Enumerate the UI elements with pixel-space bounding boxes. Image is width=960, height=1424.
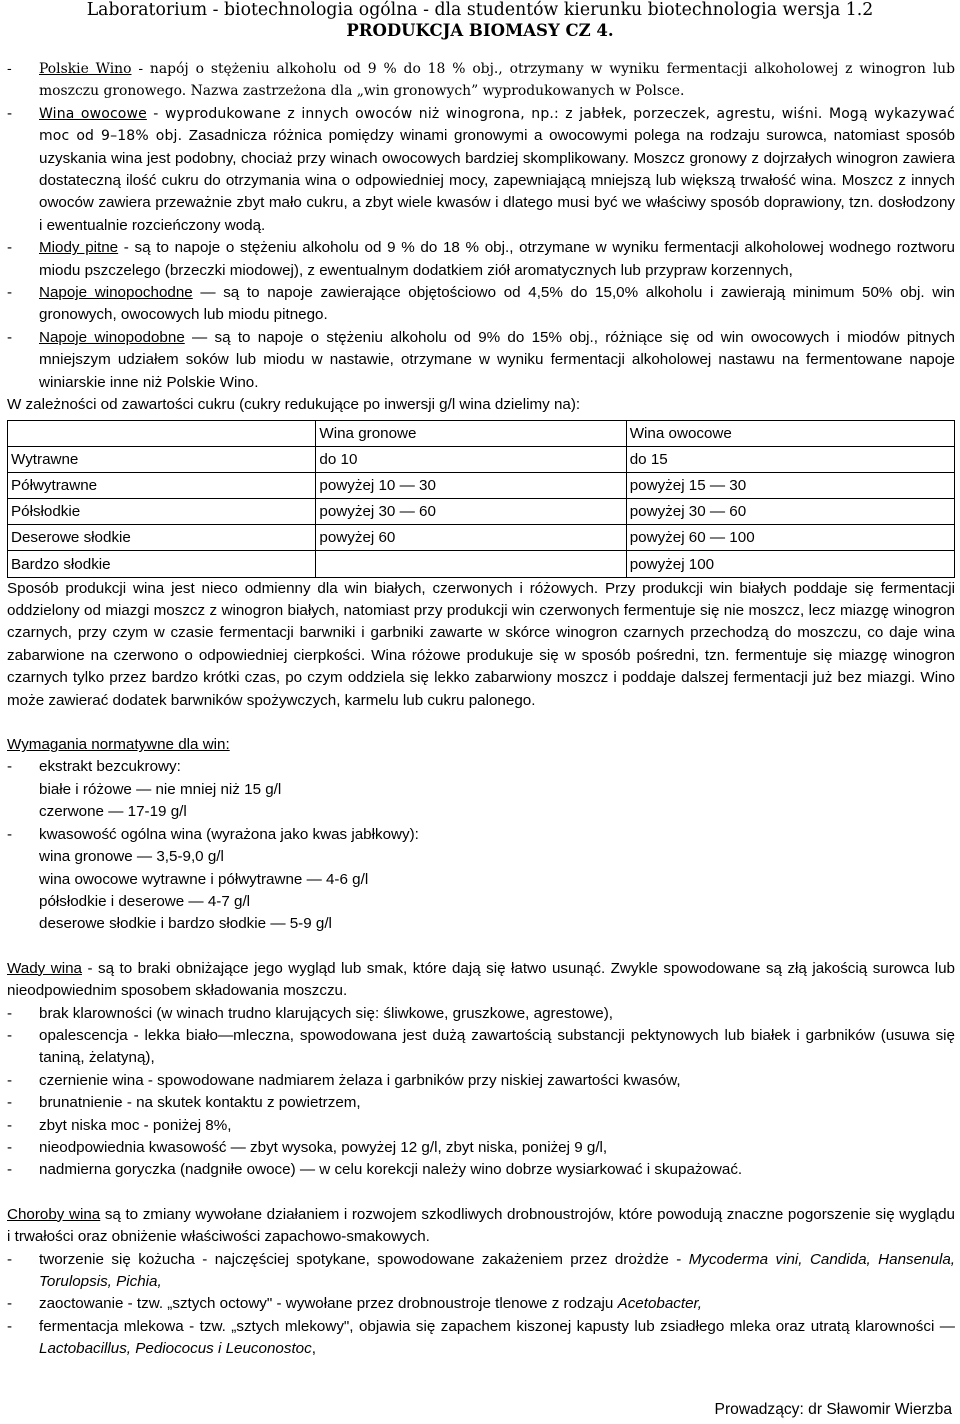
list-item-miody-pitne <box>7 237 955 282</box>
table-header-cell: Wina owocowe <box>626 420 954 446</box>
table-header-cell <box>8 420 316 446</box>
diseases-intro <box>7 1204 955 1249</box>
requirement-extract <box>7 756 955 778</box>
defect-item-text: nadmierna goryczka (nadgniłe owoce) — w celu korekcji należy wino dobrze wysiarkować i skupażować. <box>39 1161 743 1179</box>
defect-item-text: zbyt niska moc - poniżej 8%, <box>39 1116 232 1134</box>
table-row <box>8 525 955 551</box>
table-header-cell: Wina gronowe <box>316 420 626 446</box>
requirement-extract-item: białe i różowe — nie mniej niż 15 g/l <box>39 780 282 798</box>
defect-item-text: czernienie wina - spowodowane nadmiarem żelaza i garbników przy niskiej zawartości kwasów, <box>39 1071 681 1089</box>
defect-item <box>7 1092 955 1114</box>
list-item-napoje-winopodobne <box>7 327 955 394</box>
wina-owocowe-text: - wyprodukowane z innych owoców niż winogrona, np.: z jabłek, porzeczek, agrestu, wiśni. Mogą wykazywać moc od 9–18% obj. <box>39 105 955 145</box>
list-item-napoje-winopochodne <box>7 282 955 327</box>
defects-intro <box>7 958 955 1003</box>
sugar-table <box>7 420 955 578</box>
table-cell: powyżej 10 — 30 <box>316 472 626 498</box>
disease-item-end: , <box>311 1340 316 1358</box>
requirement-extract-label: ekstrakt bezcukrowy: <box>39 758 181 776</box>
defect-item-text: opalescencja - lekka biało—mleczna, spowodowana jest dużą zawartością substancji pektynowych lub białek i garbników (usuwa się taniną, żelatyną), <box>39 1026 955 1067</box>
defect-item-text: brunatnienie - na skutek kontaktu z powietrzem, <box>39 1094 361 1112</box>
table-row <box>8 446 955 472</box>
requirement-acidity-item: deserowe słodkie i bardzo słodkie — 5-9 g/l <box>39 915 332 933</box>
disease-item <box>7 1293 955 1315</box>
list-item-polskie-wino <box>7 58 955 103</box>
requirement-extract-item: czerwone — 17-19 g/l <box>39 803 187 821</box>
sugar-intro: W zależności od zawartości cukru (cukry redukujące po inwersji g/l wina dzielimy na): <box>7 396 581 414</box>
table-cell: powyżej 30 — 60 <box>316 499 626 525</box>
term-polskie-wino: Polskie Wino <box>39 61 132 77</box>
disease-item-text: zaoctowanie - tzw. „sztych octowy" - wywołane przez drobnoustroje tlenowe z rodzaju <box>39 1295 618 1313</box>
list-item-wina-owocowe <box>7 103 955 237</box>
term-wady-wina: Wady wina <box>7 959 82 977</box>
disease-species: Lactobacillus, Pediococus i Leuconostoc <box>39 1340 312 1358</box>
footer-instructor: Prowadzący: dr Sławomir Wierzba <box>714 1401 952 1418</box>
table-cell: powyżej 60 <box>316 525 626 551</box>
polskie-wino-text: - napój o stężeniu alkoholu od 9 % do 18 % obj., otrzymany w wyniku fermentacji alkoholowej z winogron lub moszczu gronowego. Nazwa zastrzeżona dla „win gronowych” wyprodukowanych w Polsce. <box>39 61 955 100</box>
defect-item <box>7 1159 955 1181</box>
table-cell: powyżej 60 — 100 <box>626 525 954 551</box>
miody-pitne-text: - są to napoje o stężeniu alkoholu od 9 % do 18 % obj., otrzymane w wyniku fermentacji alkoholowej wodnego roztworu miodu pszczelego (brzeczki miodowej), z ewentualnym dodatkiem ziół aromatycznych lub przypraw korzennych, <box>39 239 955 279</box>
requirement-acidity-item: wina owocowe wytrawne i półwytrawne — 4-6 g/l <box>39 870 369 888</box>
defect-item-text: nieodpowiednia kwasowość — zbyt wysoka, powyżej 12 g/l, zbyt niska, poniżej 9 g/l, <box>39 1138 608 1156</box>
table-cell <box>316 551 626 577</box>
table-cell: do 15 <box>626 446 954 472</box>
production-paragraph: Sposób produkcji wina jest nieco odmienny dla win białych, czerwonych i różowych. Przy produkcji win białych poddaje się fermentacji oddzielony od miazgi moszcz z winogron białych, natomiast przy produkcji win czerwonych fermentuje się nie moszcz, lecz miazgę winogron czarnych, przy czym w czasie fermentacji barwniki i garbniki zawarte w skórce winogron czarnych przechodzą do moszczu, co daje wina zabarwione na czerwono o odpowiedniej cierpkości. Wina różowe produkuje się w sposób pośredni, tzn. fermentuje się miazgę winogron czarnych tylko przez bardzo krótki czas, po czym oddziela się lekko zabarwiony moszcz i poddaje dalszej fermentacji już bez miazgi. Wino może zawierać dodatek barwników spożywczych, karmelu lub cukru palonego. <box>7 579 955 709</box>
document-subtitle: PRODUKCJA BIOMASY CZ 4. <box>346 21 614 40</box>
disease-item-text: tworzenie się kożucha - najczęściej spotykane, spowodowane zakażeniem przez drożdże - <box>39 1250 689 1268</box>
table-cell: powyżej 30 — 60 <box>626 499 954 525</box>
defect-item <box>7 1137 955 1159</box>
defect-item <box>7 1070 955 1092</box>
term-napoje-winopodobne: Napoje winopodobne <box>39 328 185 346</box>
requirement-acidity-item: półsłodkie i deserowe — 4-7 g/l <box>39 892 251 910</box>
requirements-title: Wymagania normatywne dla win: <box>7 736 230 754</box>
disease-item <box>7 1249 955 1294</box>
table-cell: Półwytrawne <box>8 472 316 498</box>
term-wina-owocowe: Wina owocowe <box>39 105 147 122</box>
diseases-intro-text: są to zmiany wywołane działaniem i rozwojem szkodliwych drobnoustrojów, które powodują znaczne pogorszenie się wyglądu i trwałości oraz obniżenie właściwości zapachowo-smakowych. <box>7 1205 955 1246</box>
defect-item-text: brak klarowności (w winach trudno klarujących się: śliwkowe, gruszkowe, agrestowe), <box>39 1004 613 1022</box>
table-row <box>8 472 955 498</box>
term-choroby-wina: Choroby wina <box>7 1205 101 1223</box>
requirement-acidity-label: kwasowość ogólna wina (wyrażona jako kwas jabłkowy): <box>39 825 419 843</box>
table-cell: Bardzo słodkie <box>8 551 316 577</box>
document-title: Laboratorium - biotechnologia ogólna - dla studentów kierunku biotechnologia wersja 1.2 <box>86 0 874 20</box>
defect-item <box>7 1003 955 1025</box>
disease-item-text: fermentacja mlekowa - tzw. „sztych mlekowy", objawia się zapachem kiszonej kapusty lub zsiadłego mleka oraz utratą klarowności — <box>39 1317 955 1335</box>
table-cell: Deserowe słodkie <box>8 525 316 551</box>
table-cell: powyżej 100 <box>626 551 954 577</box>
table-row <box>8 551 955 577</box>
defects-intro-text: - są to braki obniżające jego wygląd lub smak, które dają się łatwo usunąć. Zwykle spowodowane są złą jakością surowca lub nieodpowiednim sposobem składowania moszczu. <box>7 959 955 1000</box>
defect-item <box>7 1115 955 1137</box>
disease-species: Mycoderma vini, Candida, Hansenula, Torulopsis, Pichia, <box>39 1250 955 1290</box>
requirement-acidity <box>7 824 955 846</box>
disease-item <box>7 1316 955 1361</box>
term-napoje-winopochodne: Napoje winopochodne <box>39 284 193 302</box>
wina-owocowe-text-2: Zasadnicza różnica pomiędzy winami gronowymi a owocowymi polega na rodzaju surowca, natomiast sposób uzyskania wina jest podobny, chociaż przy winach owocowych bardziej skomplikowany. Moszcz gronowy z dojrzałych winogron zawiera dostateczną ilość cukru do otrzymania wina o odpowiedniej mocy, zapewniającą mniejszą lub większą trwałość wina. Moszcz z innych owoców zawiera przeważnie zbyt mało cukru, a zbyt wiele kwasów i dlatego musi być we właściwy sposób doprawiony, tzn. dosłodzony i ewentualnie rozcieńczony wodą. <box>39 127 955 234</box>
table-cell: Wytrawne <box>8 446 316 472</box>
term-miody-pitne: Miody pitne <box>39 239 119 257</box>
requirement-acidity-item: wina gronowe — 3,5-9,0 g/l <box>39 848 224 866</box>
napoje-winopochodne-text: — są to napoje zawierające objętościowo od 4,5% do 15,0% alkoholu i zawierają minimum 50% obj. win gronowych, owocowych lub miodu pitnego. <box>39 284 955 324</box>
table-cell: powyżej 15 — 30 <box>626 472 954 498</box>
napoje-winopodobne-text: — są to napoje o stężeniu alkoholu od 9% do 15% obj., różniące się od win owocowych i miodów pitnych mniejszym udziałem soków lub miodu w nastawie, otrzymane w wyniku fermentacji alkoholowej nastawu na fermentowane napoje winiarskie inne niż Polskie Wino. <box>39 328 955 391</box>
table-cell: do 10 <box>316 446 626 472</box>
disease-species: Acetobacter, <box>617 1295 702 1313</box>
table-header-row <box>8 420 955 446</box>
defect-item <box>7 1025 955 1070</box>
document-body <box>7 58 955 1361</box>
table-row <box>8 499 955 525</box>
table-cell: Półsłodkie <box>8 499 316 525</box>
